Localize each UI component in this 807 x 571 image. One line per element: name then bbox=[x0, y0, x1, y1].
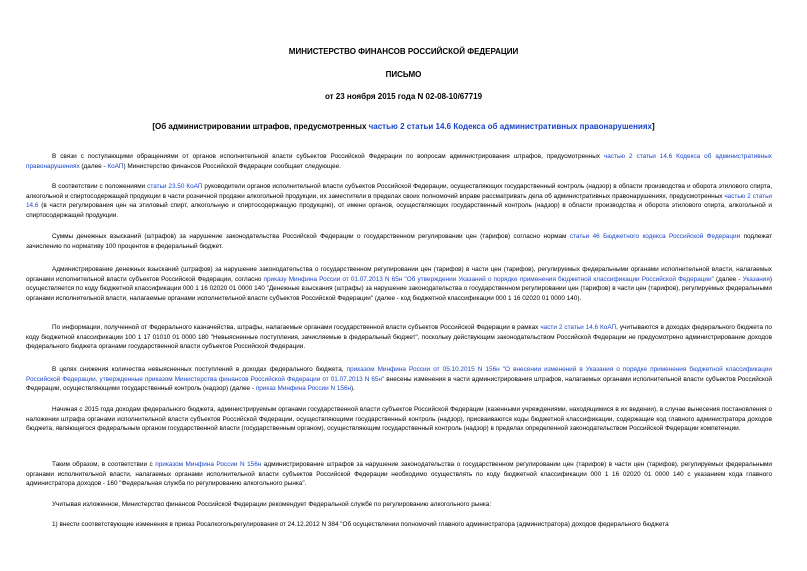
paragraph-text: В соответствии с положениями bbox=[52, 183, 148, 190]
paragraph-9 bbox=[26, 500, 772, 510]
paragraph-text: По информации, полученной от Федерального казначейства, штрафы, налагаемые органами государственной власти субъектов Российской Федерации в рамках bbox=[52, 324, 541, 331]
paragraph-text: (далее - bbox=[79, 162, 108, 170]
paragraph-text: (далее - bbox=[713, 275, 743, 283]
paragraph-text: администрирование штрафов за нарушение законодательства о государственном регулировании цен (тарифов) в части цен (тарифов), регулируемых федеральными органами исполнительной власти, налагаемых органами исполнительной власти субъектов Российской Федерации необходимо осуществлять по коду бюджетной классификации 000 1 16 02020 01 0000 140 с указанием кода главного администратора доходов - 160 "Федеральная служба по регулированию алкогольного рынка". bbox=[26, 461, 772, 488]
legal-reference-link[interactable]: приказ Минфина России N 156н bbox=[255, 385, 352, 393]
paragraph-text: В связи с поступающими обращениями от органов исполнительной власти субъектов Российской Федерации по вопросам администрирования штрафов, предусмотренных bbox=[52, 153, 604, 160]
paragraph-7 bbox=[26, 405, 772, 434]
paragraph-text: Учитывая изложенное, Министерство финансов Российской Федерации рекомендует Федеральной службе по регулированию алкогольного рынка: bbox=[52, 501, 492, 508]
legal-reference-link[interactable]: Указания bbox=[742, 275, 770, 283]
subject-link-coap-article[interactable]: частью 2 статьи 14.6 Кодекса об административных правонарушениях bbox=[368, 122, 652, 131]
paragraph-6 bbox=[26, 365, 772, 394]
legal-reference-link[interactable]: частью 2 статьи 14.6 Кодекса об административных правонарушениях bbox=[26, 153, 772, 170]
paragraph-1 bbox=[26, 152, 772, 171]
paragraph-text: В целях снижения количества невыясненных поступлений в доходах федерального бюджета, bbox=[52, 366, 347, 373]
paragraph-4 bbox=[26, 265, 772, 303]
legal-reference-link[interactable]: приказу Минфина России от 01.07.2013 N 65н "Об утверждении Указаний о порядке применения бюджетной классификации Российской Федерации" bbox=[263, 275, 714, 283]
paragraph-text: 1) внести соответствующие изменения в приказ Росалкогольрегулирования от 24.12.2012 N 384 "Об осуществлении полномочий главного администратора (администратора) доходов федерального бюджета bbox=[52, 521, 669, 528]
legal-reference-link[interactable]: статьи 23.50 КоАП bbox=[147, 183, 203, 190]
legal-reference-link[interactable]: статьи 46 Бюджетного кодекса Российской Федерации bbox=[569, 233, 741, 240]
paragraph-text: внесены изменения в части администрирования штрафов, налагаемых органами исполнительной власти субъектов Российской Федерации, осуществляющими государственный контроль (надзор) (далее - bbox=[26, 375, 772, 393]
legal-reference-link[interactable]: части 2 статьи 14.6 КоАП bbox=[540, 324, 617, 331]
paragraph-text: , учитываются в доходах федерального бюджета по коду бюджетной классификации 100 1 17 01010 01 0000 180 "Невыясненные поступления, зачисляемые в федеральный бюджет", поскольку действующим законодательством Российской Федерации не предусмотрено администрирование доходов федерального бюджета органами государственной власти субъектов Российской Федерации. bbox=[26, 324, 772, 351]
paragraph-text: ) Министерство финансов Российской Федерации сообщает следующее. bbox=[123, 162, 341, 170]
legal-reference-link[interactable]: приказом Минфина России N 156н bbox=[155, 461, 262, 468]
paragraph-text: подлежат зачислению по нормативу 100 процентов в федеральный бюджет. bbox=[26, 233, 772, 250]
paragraph-text: ). bbox=[351, 385, 355, 393]
paragraph-text: Таким образом, в соответствии с bbox=[52, 461, 156, 468]
paragraph-text: руководители органов исполнительной власти субъектов Российской Федерации, осуществляющих государственный контроль (надзор) в области производства и оборота этилового спирта, алкогольной и спиртосодержащей продукции в части розничной продажи алкогольной продукции, их заместители в пределах своих полномочий вправе рассматривать дела об административных правонарушениях, предусмотренных bbox=[26, 183, 772, 200]
paragraph-2 bbox=[26, 182, 772, 220]
legal-reference-link[interactable]: КоАП bbox=[107, 162, 124, 170]
paragraph-3 bbox=[26, 232, 772, 251]
ministry-title: МИНИСТЕРСТВО ФИНАНСОВ РОССИЙСКОЙ ФЕДЕРАЦИИ bbox=[288, 47, 519, 56]
subject-close: ] bbox=[651, 122, 655, 131]
subject-open: [Об администрировании штрафов, предусмотренных bbox=[152, 122, 369, 131]
paragraph-5 bbox=[26, 323, 772, 352]
paragraph-10 bbox=[26, 520, 772, 530]
paragraph-8 bbox=[26, 460, 772, 489]
legal-reference-link[interactable]: частью 2 статьи 14.6 bbox=[26, 192, 772, 210]
paragraph-text: Администрирование денежных взысканий (штрафов) за нарушение законодательства о государственном регулировании цен (тарифов) в части цен (тарифов), регулируемых федеральными органами исполнительной власти, налагаемых органами исполнительной власти субъектов Российской Федерации, согласно bbox=[26, 266, 772, 283]
document-date-number: от 23 ноября 2015 года N 02-08-10/67719 bbox=[324, 92, 483, 101]
paragraph-text: ) осуществляется по коду бюджетной классификации 000 1 16 02020 01 0000 140 "Денежные взыскания (штрафы) за нарушение законодательства о государственном регулировании цен (тарифов) в части цен (тарифов), регулируемых федеральными органами исполнительной власти, налагаемые органами исполнительной власти субъектов Российской Федерации" (далее - код бюджетной классификации 000 1 16 02020 01 0000 140). bbox=[26, 275, 772, 302]
document-type: ПИСЬМО bbox=[385, 70, 422, 79]
document-subject bbox=[26, 122, 781, 132]
paragraph-text: (в части регулирования цен на этиловый спирт, алкогольную и спиртосодержащую продукцию), от имени органов, осуществляющих государственный контроль (надзор) в области производства и оборота этилового спирта, алкогольной и спиртосодержащей продукции. bbox=[26, 202, 772, 219]
paragraph-text: Начиная с 2015 года доходам федерального бюджета, администрируемым органами государственной власти субъектов Российской Федерации (казенными учреждениями, находящимися в их ведении), в случае вынесения постановления о наложении штрафа органами исполнительной власти субъектов Российской Федерации, осуществляющими государственный контроль (надзор), присваиваются коды бюджетной классификации, содержащие код главного администратора доходов бюджета, являющегося федеральным органом государственной власти (государственным органом), осуществляющим государственный контроль (надзор) в пределах определенной законодательством Российской Федерации компетенции. bbox=[26, 406, 772, 433]
paragraph-text: Суммы денежных взысканий (штрафов) за нарушение законодательства Российской Федерации о государственном регулировании цен (тарифов) согласно нормам bbox=[52, 233, 570, 240]
legal-reference-link[interactable]: приказом Минфина России от 05.10.2015 N 156н "О внесении изменений в Указания о порядке применения бюджетной классификации Российской Федерации, утвержденные приказом Министерства финансов Российской Федерации от 01.07.2013 N 65н" bbox=[26, 366, 772, 383]
